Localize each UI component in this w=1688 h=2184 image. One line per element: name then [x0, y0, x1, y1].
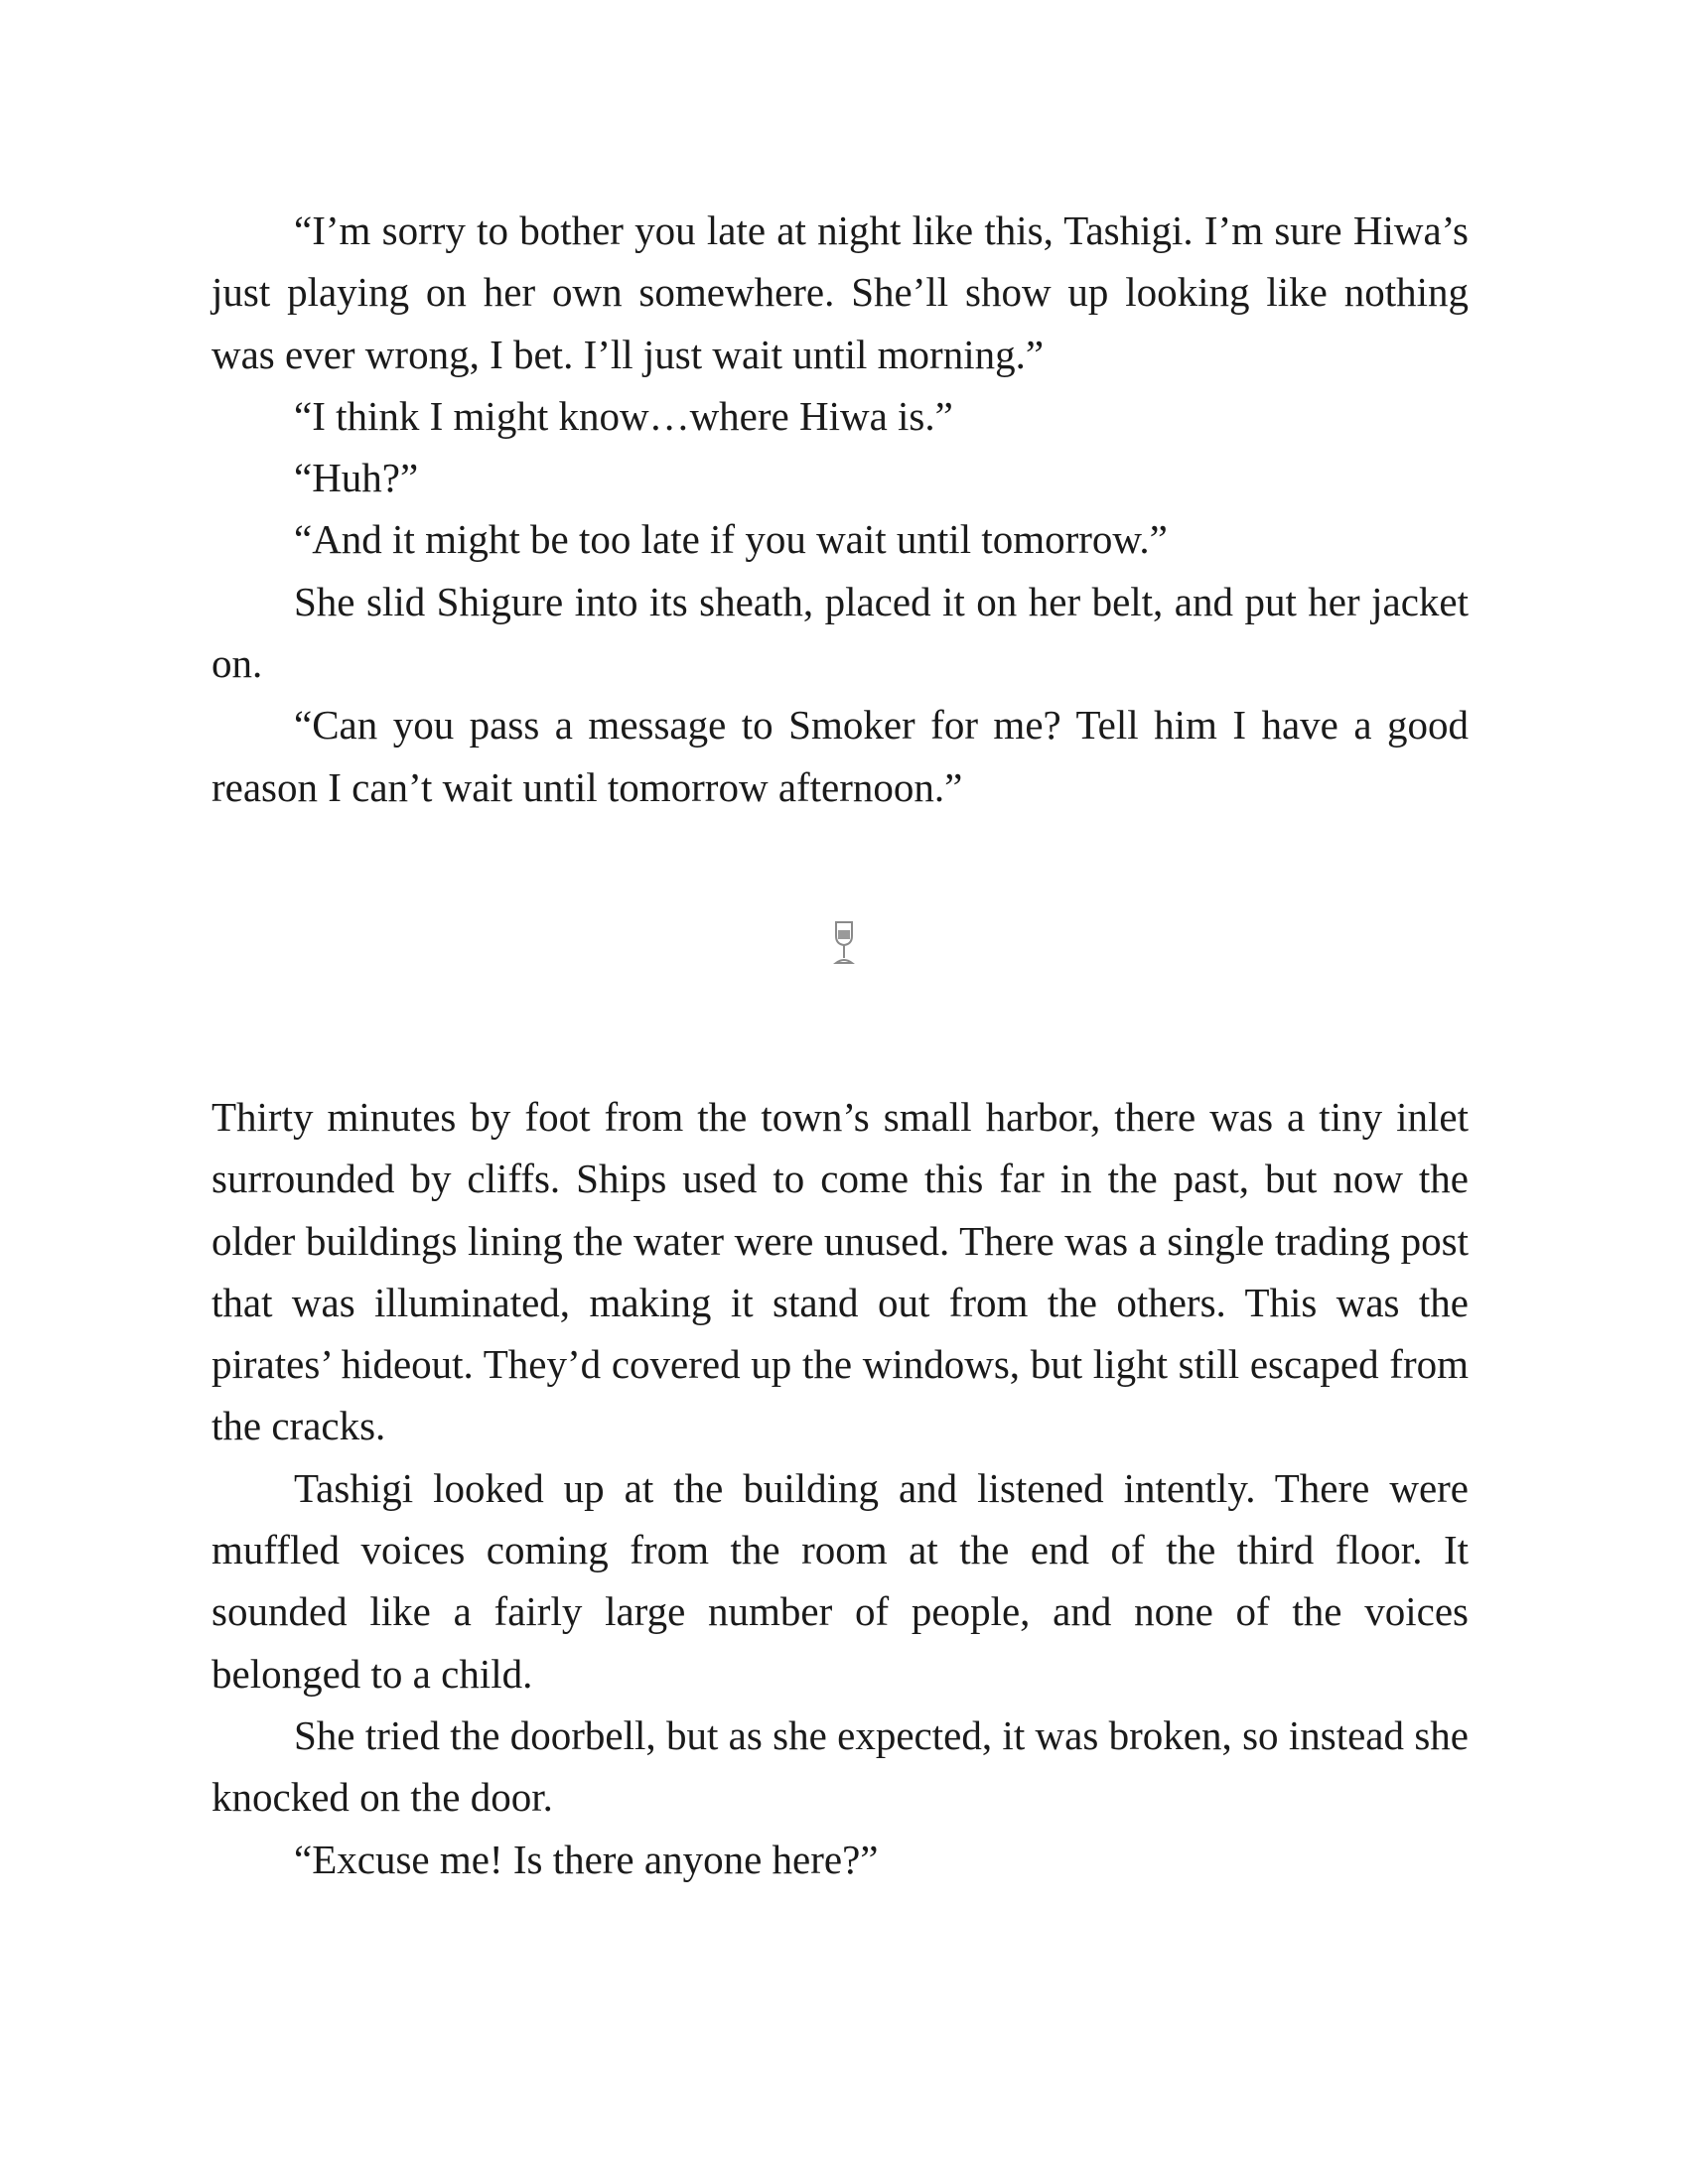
paragraph: “Can you pass a message to Smoker for me? Tell him I have a good reason I can’t wait until tomorrow afternoon.”	[211, 702, 1469, 810]
paragraph: “Excuse me! Is there anyone here?”	[294, 1836, 879, 1882]
paragraph: Thirty minutes by foot from the town’s small harbor, there was a tiny inlet surrounded by cliffs. Ships used to come this far in the past, but now the older buildings lining the water were unused. There was a single trading post that was illuminated, making it stand out from the others. This was the pirates’ hideout. They’d covered up the windows, but light still escaped from the cracks.	[211, 1094, 1469, 1449]
bottom-section	[211, 1086, 1469, 1890]
top-section	[211, 200, 1469, 818]
paragraph: Tashigi looked up at the building and listened intently. There were muffled voices coming from the room at the end of the third floor. It sounded like a fairly large number of people, and none of the voices belonged to a child.	[211, 1464, 1469, 1697]
goblet-icon	[824, 918, 864, 968]
paragraph: She slid Shigure into its sheath, placed it on her belt, and put her jacket on.	[211, 578, 1469, 687]
paragraph: She tried the doorbell, but as she expected, it was broken, so instead she knocked on the door.	[211, 1711, 1469, 1821]
paragraph: “And it might be too late if you wait until tomorrow.”	[294, 516, 1168, 563]
paragraph: “Huh?”	[294, 455, 419, 501]
scene-break	[824, 918, 864, 968]
paragraph: “I think I might know…where Hiwa is.”	[294, 392, 953, 439]
paragraph: “I’m sorry to bother you late at night like this, Tashigi. I’m sure Hiwa’s just playing on her own somewhere. She’ll show up looking like nothing was ever wrong, I bet. I’ll just wait until morning.”	[211, 207, 1469, 377]
